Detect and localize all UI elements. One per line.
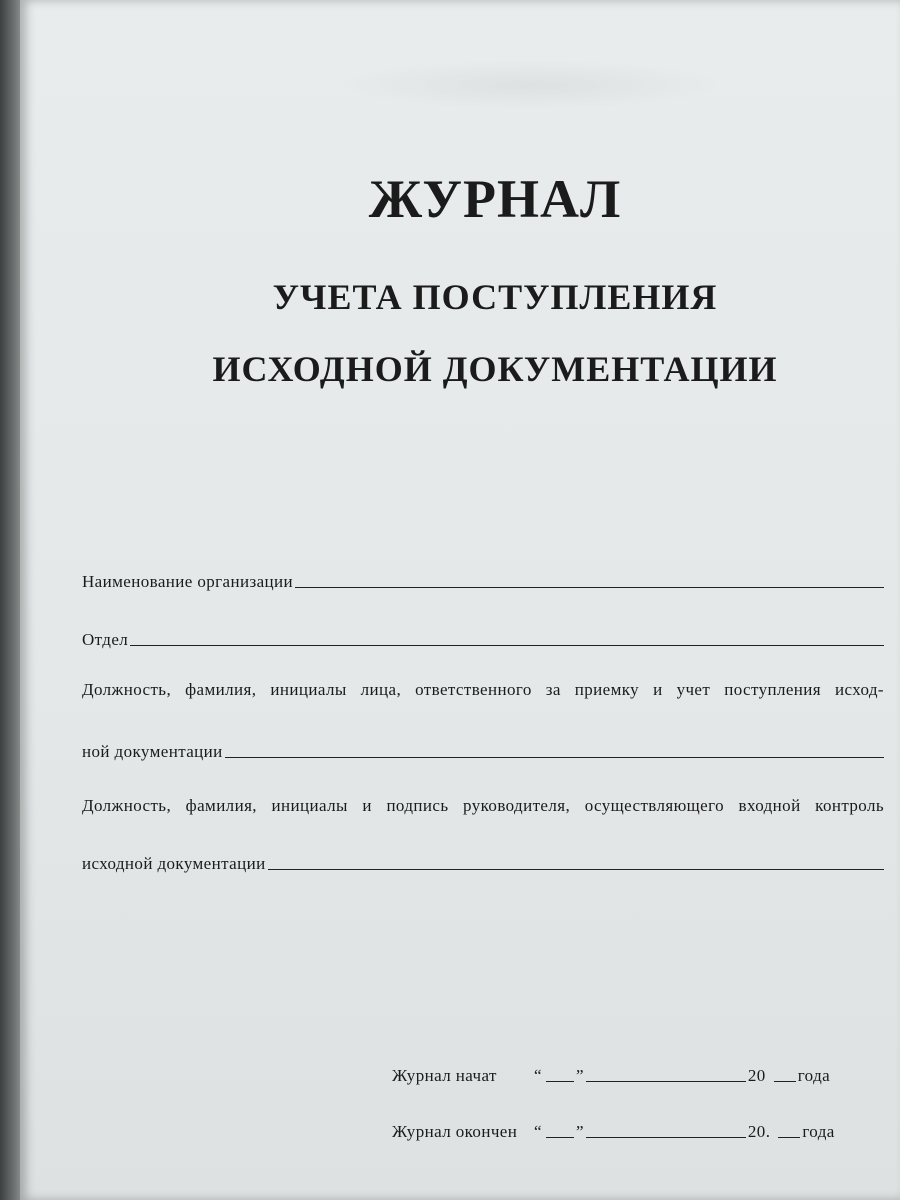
ended-year-suffix: года	[802, 1122, 835, 1141]
department-label: Отдел	[82, 630, 129, 649]
journal-title: ЖУРНАЛ	[368, 169, 622, 229]
book-spine	[0, 0, 22, 1200]
ended-day-blank[interactable]	[546, 1137, 574, 1138]
responsible-label-line2: ной документации	[82, 742, 223, 761]
supervisor-blank[interactable]	[268, 868, 884, 870]
close-quote: ”	[575, 1066, 584, 1085]
journal-subtitle-line2: ИСХОДНОЙ ДОКУМЕНТАЦИИ	[212, 349, 778, 389]
open-quote: “	[534, 1066, 542, 1085]
close-quote: ”	[575, 1122, 584, 1141]
organization-label: Наименование организации	[82, 572, 294, 591]
supervisor-field	[82, 854, 884, 874]
journal-subtitle-line1: УЧЕТА ПОСТУПЛЕНИЯ	[272, 277, 718, 317]
responsible-label-line1: Должность, фамилия, инициалы лица, ответственного за приемку и учет поступления исход-	[82, 680, 884, 699]
journal-ended-label: Журнал окончен	[392, 1122, 518, 1141]
ended-month-blank[interactable]	[586, 1137, 746, 1138]
journal-started-row	[392, 1066, 872, 1086]
journal-ended-row	[392, 1122, 872, 1142]
department-field	[82, 630, 884, 650]
organization-field	[82, 572, 884, 592]
journal-started-label: Журнал начат	[392, 1066, 497, 1085]
supervisor-label-line1: Должность, фамилия, инициалы и подпись руководителя, осуществляющего входной контроль	[82, 796, 884, 815]
responsible-blank[interactable]	[225, 756, 884, 758]
paper-smudge	[340, 60, 720, 110]
document-page	[20, 0, 900, 1200]
organization-blank[interactable]	[295, 586, 884, 588]
started-year-blank[interactable]	[774, 1081, 796, 1082]
ended-year-prefix: 20.	[747, 1122, 771, 1141]
started-day-blank[interactable]	[546, 1081, 574, 1082]
started-year-suffix: года	[797, 1066, 831, 1085]
started-month-blank[interactable]	[586, 1081, 746, 1082]
open-quote: “	[534, 1122, 542, 1141]
supervisor-label-line2: исходной документации	[82, 854, 266, 873]
responsible-field	[82, 742, 884, 762]
ended-year-blank[interactable]	[778, 1137, 800, 1138]
started-year-prefix: 20	[747, 1066, 766, 1085]
department-blank[interactable]	[130, 644, 884, 646]
